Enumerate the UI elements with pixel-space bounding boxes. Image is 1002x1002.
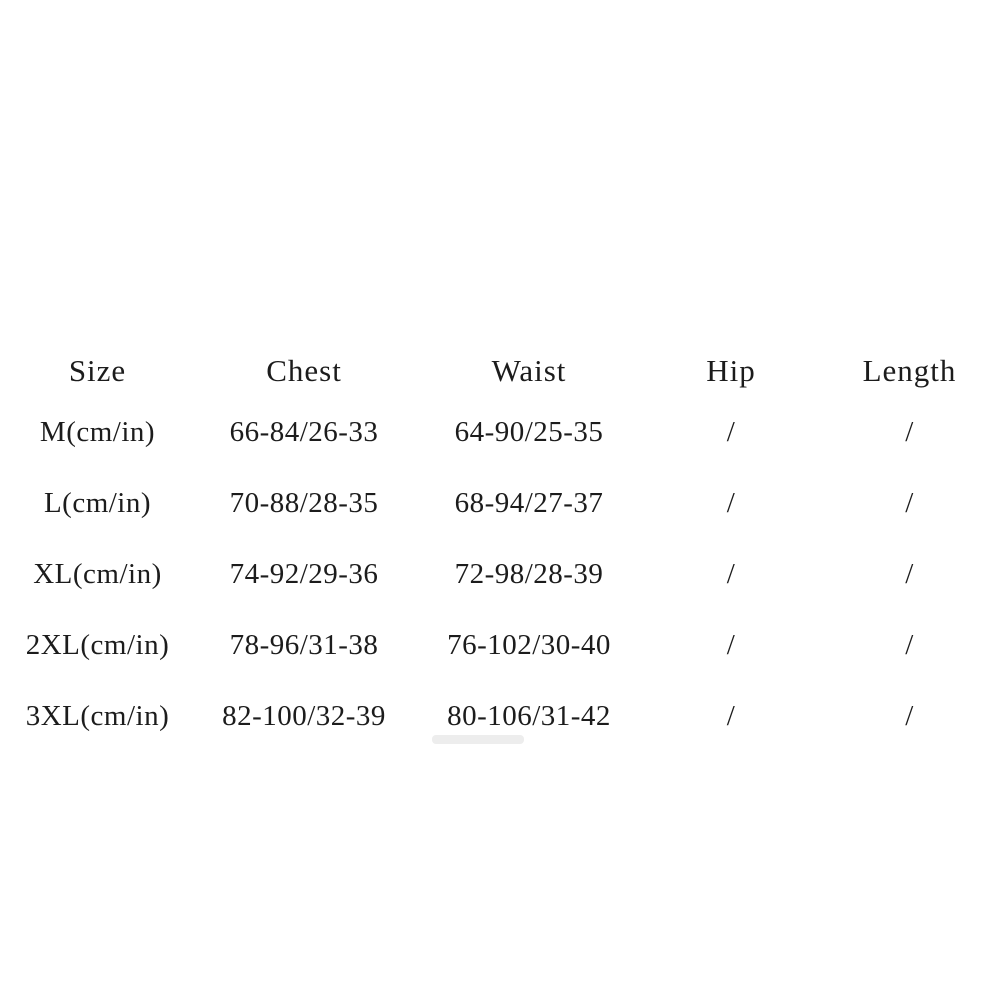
length-value: / <box>905 629 914 661</box>
waist-value: 72-98/28-39 <box>454 558 604 590</box>
header-hip: Hip <box>706 353 756 388</box>
length-value: / <box>905 700 914 732</box>
length-value: / <box>905 558 914 590</box>
table-row-m <box>0 397 1002 468</box>
header-size: Size <box>68 353 127 388</box>
chest-value: 66-84/26-33 <box>229 416 379 448</box>
size-chart-table <box>0 345 1002 752</box>
size-label: M(cm/in) <box>39 416 156 448</box>
waist-value: 68-94/27-37 <box>454 487 604 519</box>
size-label: L(cm/in) <box>43 487 152 519</box>
size-label: 3XL(cm/in) <box>25 700 170 732</box>
length-value: / <box>905 416 914 448</box>
hip-value: / <box>726 487 736 519</box>
chest-value: 78-96/31-38 <box>229 629 379 661</box>
size-label: 2XL(cm/in) <box>25 629 170 661</box>
chest-value: 74-92/29-36 <box>229 558 379 590</box>
chest-value: 82-100/32-39 <box>222 700 386 732</box>
size-label: XL(cm/in) <box>33 558 162 590</box>
waist-value: 76-102/30-40 <box>447 629 611 661</box>
hip-value: / <box>726 629 736 661</box>
table-row-xl <box>0 539 1002 610</box>
length-value: / <box>905 487 914 519</box>
hip-value: / <box>726 700 736 732</box>
table-header-row <box>0 345 1002 397</box>
table-row-l <box>0 468 1002 539</box>
waist-value: 64-90/25-35 <box>454 416 604 448</box>
header-length: Length <box>862 353 957 388</box>
chest-value: 70-88/28-35 <box>229 487 379 519</box>
waist-value: 80-106/31-42 <box>447 700 611 732</box>
hip-value: / <box>726 416 736 448</box>
header-chest: Chest <box>266 353 342 388</box>
hip-value: / <box>726 558 736 590</box>
faint-smudge-artifact <box>432 735 524 744</box>
table-row-2xl <box>0 610 1002 681</box>
header-waist: Waist <box>491 353 567 388</box>
